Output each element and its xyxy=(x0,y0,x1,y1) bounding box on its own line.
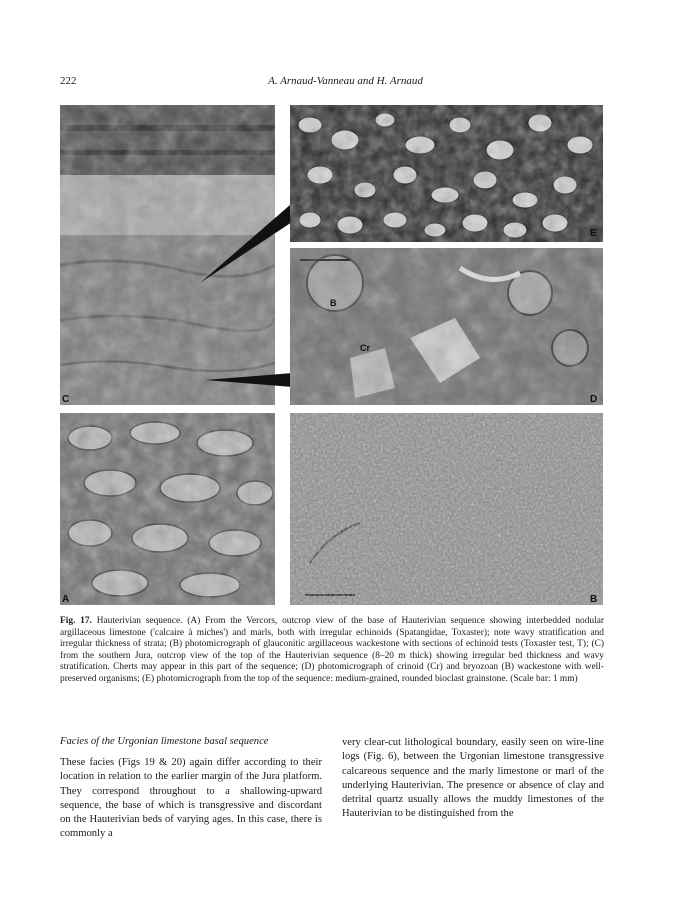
panel-label-a: A xyxy=(62,594,70,605)
panel-label-c: C xyxy=(62,394,70,405)
figure-caption-label: Fig. 17. xyxy=(60,616,92,626)
micro-label-crinoid: Cr xyxy=(360,343,371,353)
body-column-left xyxy=(60,756,322,842)
photo-panel-a xyxy=(60,413,275,605)
body-column-right xyxy=(342,736,604,822)
micro-label-bryozoan: B xyxy=(330,298,337,308)
photo-panel-d xyxy=(290,248,603,405)
page-number: 222 xyxy=(60,75,77,87)
photo-panel-e xyxy=(290,105,603,242)
body-paragraph-left: These facies (Figs 19 & 20) again differ according to their location in relation to the earlier margin of the Jura platform. They correspond throughout to a shallowing-upward sequence, the base of which is transgressive and discordant on the Hauterivian beds of varying ages. In this case, there is commonly a xyxy=(60,757,322,840)
panel-label-d: D xyxy=(590,394,598,405)
figure-caption-text: Hauterivian sequence. (A) From the Vercors, outcrop view of the base of Hauterivian sequence showing interbedded nodular argillaceous limestone ('calcaire à miches') and marls, both with irregular echinoids (Spatangidae, Toxaster); note wavy stratification and irregular thickness of strata; (B) photomicrograph of glauconitic argillaceous wackestone with sections of echinoid tests (Toxaster test, T); (C) from the southern Jura, outcrop view of the top of the Hauterivian sequence (8–20 m thick) showing irregular bed thickness and wavy stratification. Cherts may appear in this part of the sequence; (D) photomicrograph of crinoid (Cr) and bryozoan (B) wackestone with well-preserved organisms; (E) photomicrograph from the top of the sequence: medium-grained, rounded bioclast grainstone. (Scale bar: 1 mm) xyxy=(60,616,604,684)
figure-caption xyxy=(60,616,604,686)
panel-label-e: E xyxy=(590,228,597,239)
panel-label-b: B xyxy=(590,594,598,605)
running-head: A. Arnaud-Vanneau and H. Arnaud xyxy=(268,75,423,87)
photo-panel-c xyxy=(60,105,275,405)
photo-panel-b xyxy=(290,413,603,605)
section-heading: Facies of the Urgonian limestone basal sequence xyxy=(60,736,269,747)
body-paragraph-right: very clear-cut lithological boundary, easily seen on wire-line logs (Fig. 6), between the Urgonian limestone transgressive calcareous sequence and the marly limestone or marl of the underlying Hauterivian. The presence or absence of clay and detrital quartz usually allows the muddy limestones of the Hauterivian to be distinguished from the xyxy=(342,737,604,820)
